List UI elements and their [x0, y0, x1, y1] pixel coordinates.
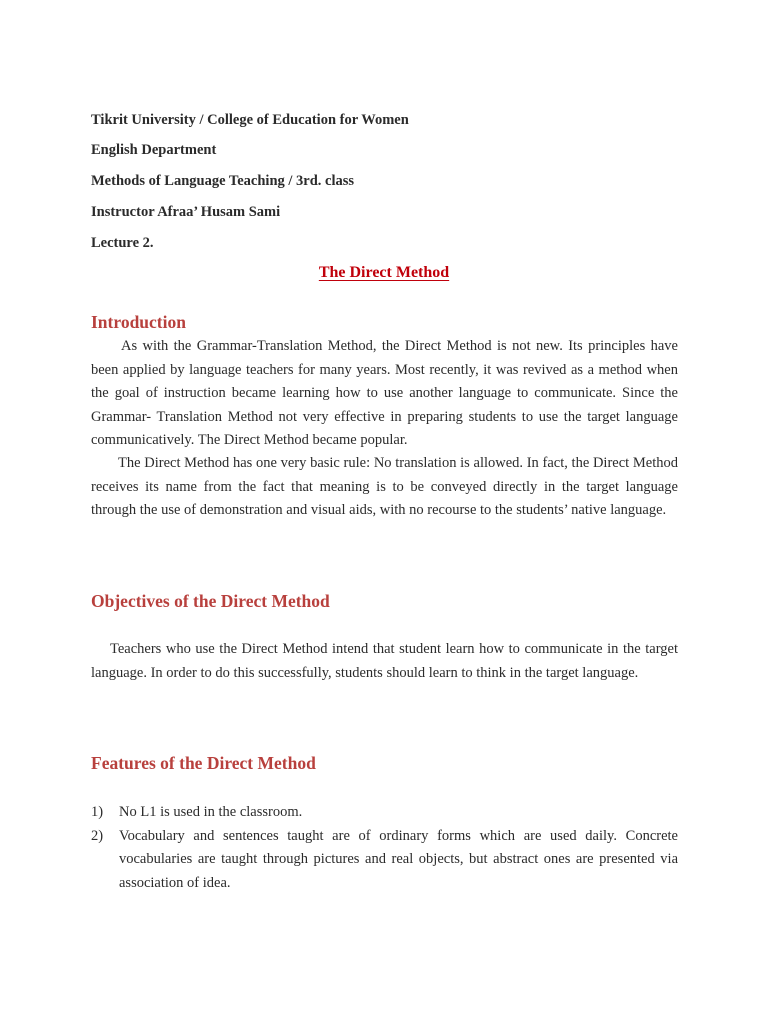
list-item-text: Vocabulary and sentences taught are of ordinary forms which are used daily. Concrete vocabularies are taught through pictures and real objects, but abstract ones are presented via association of idea. — [119, 827, 678, 891]
objectives-paragraph: Teachers who use the Direct Method intend that student learn how to communicate in the target language. In order to do this successfully, students should learn to think in the target language. — [91, 641, 678, 681]
list-item — [91, 801, 678, 825]
list-item-number: 2) — [91, 827, 104, 844]
introduction-paragraph-2: The Direct Method has one very basic rule: No translation is allowed. In fact, the Direct Method receives its name from the fact that meaning is to be conveyed directly in the target language through the use of demonstration and visual aids, with no recourse to the students’ native language. — [91, 455, 678, 518]
introduction-heading: Introduction — [91, 312, 186, 332]
header-lecture: Lecture 2. — [91, 235, 154, 251]
list-item-number: 1) — [91, 804, 104, 820]
introduction-paragraph-1: As with the Grammar-Translation Method, the Direct Method is not new. Its principles have been applied by language teachers for many years. Most recently, it was revived as a method when the goal of instruction became learning how to use another language to communicate. Since the Grammar- Translation Method not very effective in preparing students to use the target language communicatively. The Direct Method became popular. — [91, 338, 678, 448]
list-item — [91, 825, 678, 896]
features-heading: Features of the Direct Method — [91, 753, 316, 773]
header-instructor: Instructor Afraa’ Husam Sami — [91, 204, 281, 220]
header-university: Tikrit University / College of Education for Women — [91, 112, 409, 128]
list-item-text: No L1 is used in the classroom. — [119, 804, 303, 820]
header-department: English Department — [91, 142, 217, 158]
header-course: Methods of Language Teaching / 3rd. class — [91, 173, 355, 189]
features-list — [91, 801, 678, 895]
document-title: The Direct Method — [318, 264, 450, 281]
objectives-heading: Objectives of the Direct Method — [91, 591, 330, 611]
